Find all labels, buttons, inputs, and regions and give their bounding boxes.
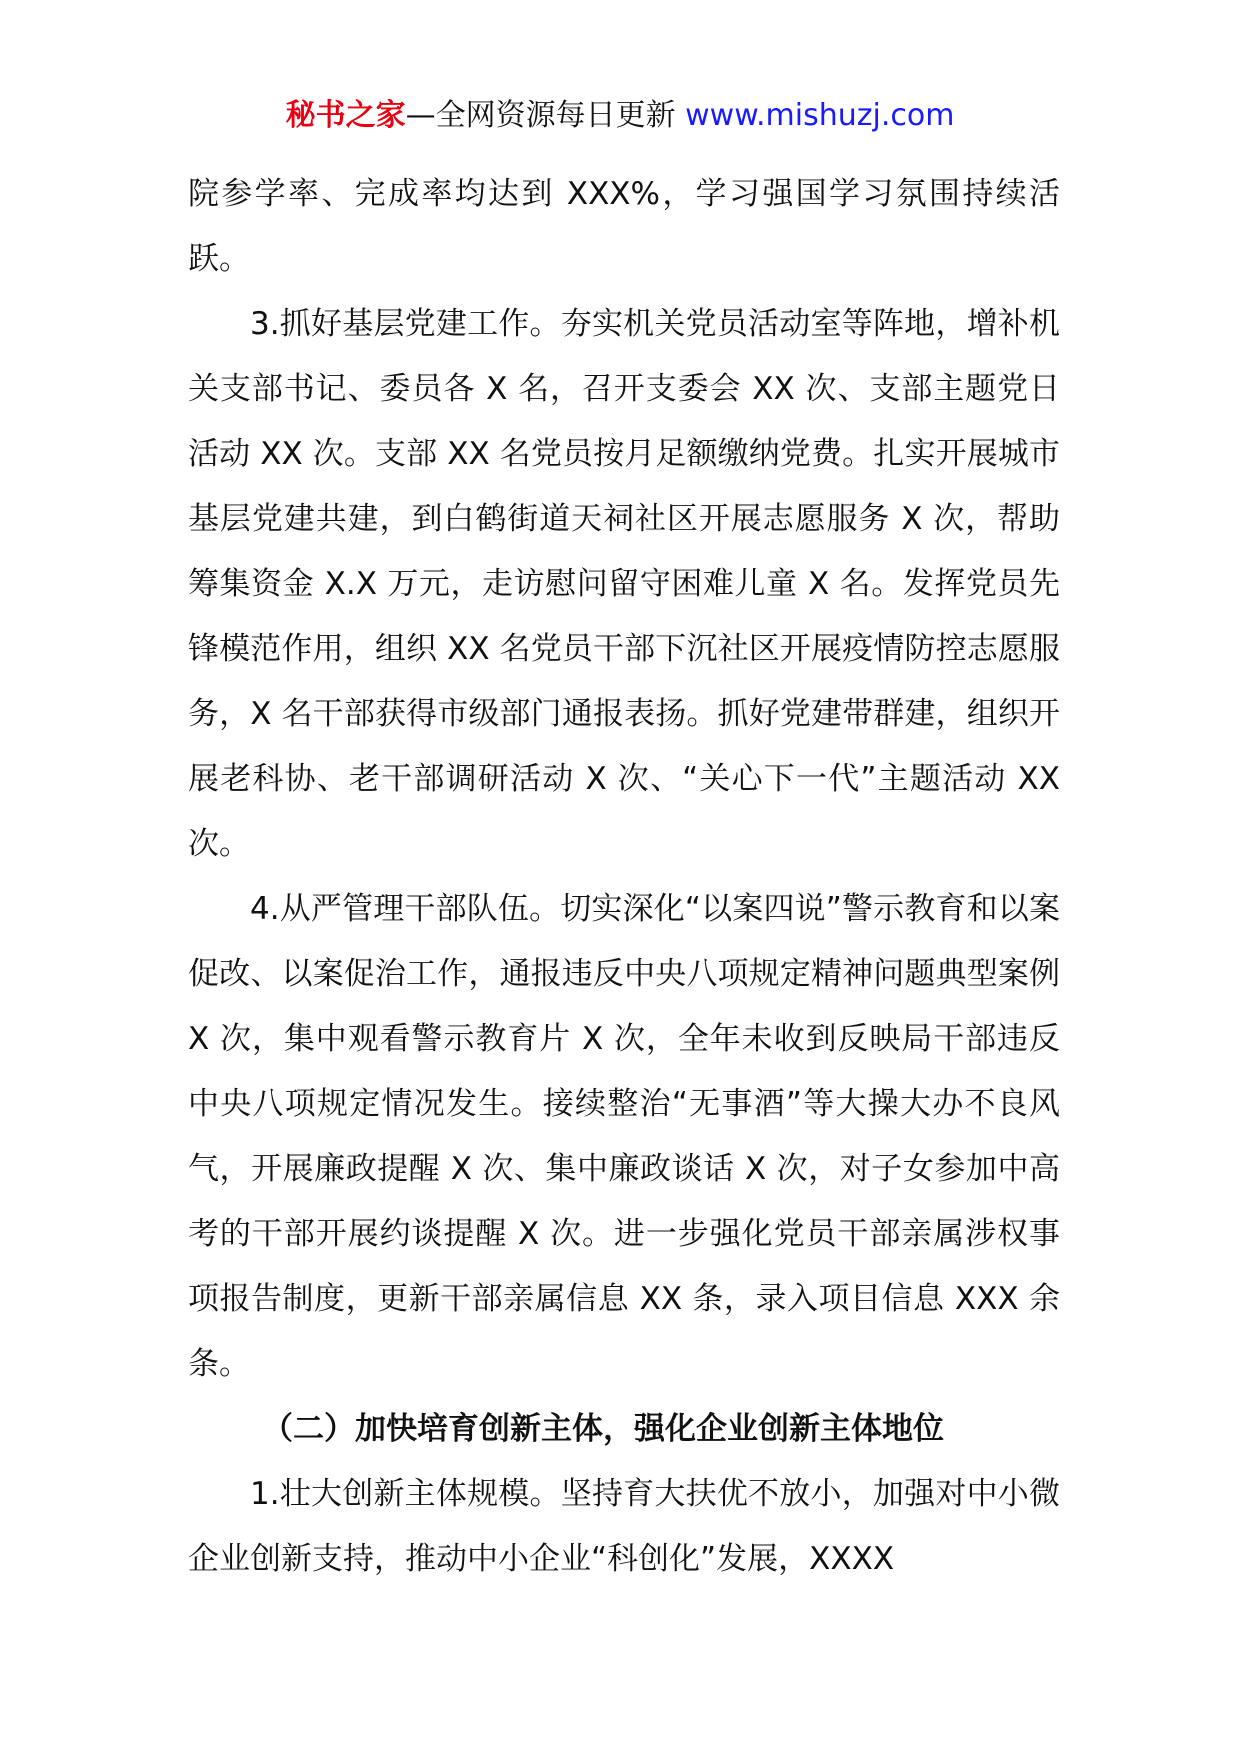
paragraph-continuation: 院参学率、完成率均达到 XXX%，学习强国学习氛围持续活跃。 <box>188 176 1060 277</box>
section-heading: （二）加快培育创新主体，强化企业创新主体地位 <box>262 1411 944 1447</box>
site-url-link[interactable]: www.mishuzj.com <box>685 98 955 133</box>
site-tagline: —全网资源每日更新 <box>405 98 676 133</box>
site-header <box>0 96 1240 136</box>
site-brand: 秘书之家 <box>285 98 406 133</box>
document-body <box>188 162 1060 1592</box>
paragraph-cadre-management: 4.从严管理干部队伍。切实深化“以案四说”警示教育和以案促改、以案促治工作，通报违反中央八项规定精神问题典型案例 X 次，集中观看警示教育片 X 次，全年未收到反映局干部违反中央八项规定情况发生。接续整治“无事酒”等大操大办不良风气，开展廉政提醒 X 次、集中廉政谈话 X 次，对子女参加中高考的干部开展约谈提醒 X 次。进一步强化党员干部亲属涉权事项报告制度，更新干部亲属信息 XX 条，录入项目信息 XXX 余条。 <box>188 891 1060 1382</box>
paragraph-party-building: 3.抓好基层党建工作。夯实机关党员活动室等阵地，增补机关支部书记、委员各 X 名，召开支委会 XX 次、支部主题党日活动 XX 次。支部 XX 名党员按月足额缴纳党费。扎实开展城市基层党建共建，到白鹤街道天祠社区开展志愿服务 X 次，帮助筹集资金 X.X 万元，走访慰问留守困难儿童 X 名。发挥党员先锋模范作用，组织 XX 名党员干部下沉社区开展疫情防控志愿服务，X 名干部获得市级部门通报表扬。抓好党建带群建，组织开展老科协、老干部调研活动 X 次、“关心下一代”主题活动 XX 次。 <box>188 306 1060 862</box>
paragraph-innovation: 1.壮大创新主体规模。坚持育大扶优不放小，加强对中小微企业创新支持，推动中小企业“科创化”发展，XXXX <box>188 1476 1060 1577</box>
